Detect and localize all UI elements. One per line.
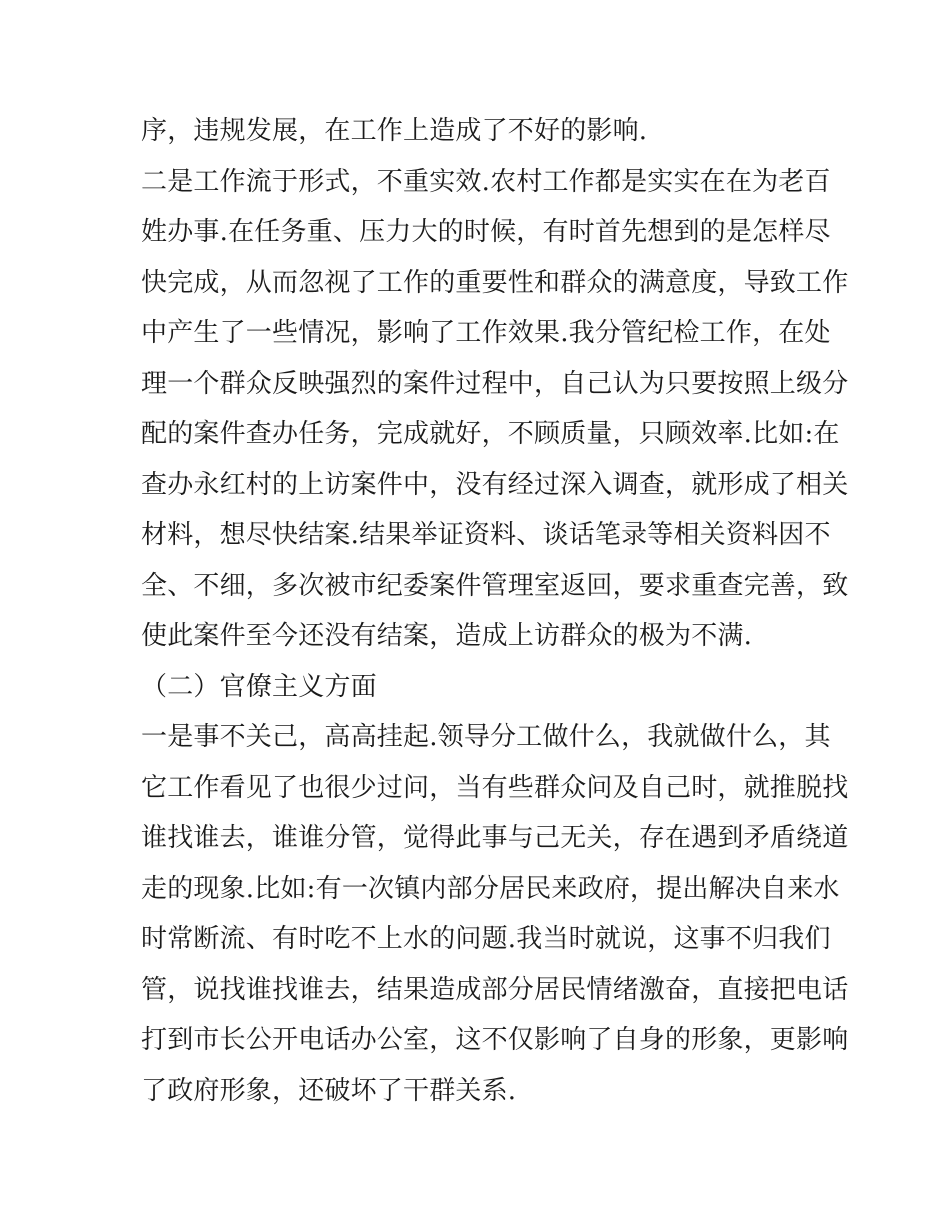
text-line: 理一个群众反映强烈的案件过程中，自己认为只要按照上级分: [141, 368, 849, 399]
text-line: 全、不细，多次被市纪委案件管理室返回，要求重查完善，致: [141, 570, 849, 601]
text-line: 走的现象.比如:有一次镇内部分居民来政府，提出解决自来水: [141, 873, 840, 904]
text-line: 了政府形象，还破坏了干群关系.: [141, 1075, 517, 1106]
text-line: 配的案件查办任务，完成就好，不顾质量，只顾效率.比如:在: [141, 419, 840, 449]
text-line: 它工作看见了也很少过问，当有些群众问及自己时，就推脱找: [141, 772, 849, 803]
text-line: 材料，想尽快结案.结果举证资料、谈话笔录等相关资料因不: [141, 520, 831, 550]
text-line: 打到市长公开电话办公室，这不仅影响了自身的形象，更影响: [141, 1025, 849, 1055]
text-line: 使此案件至今还没有结案，造成上访群众的极为不满.: [141, 621, 753, 651]
text-line: 谁找谁去，谁谁分管，觉得此事与己无关，存在遇到矛盾绕道: [141, 823, 849, 853]
text-line: 中产生了一些情况，影响了工作效果.我分管纪检工作，在处: [141, 318, 831, 348]
text-line: 快完成，从而忽视了工作的重要性和群众的满意度，导致工作: [141, 267, 849, 298]
text-line: 序，违规发展，在工作上造成了不好的影响.: [141, 116, 648, 146]
text-line: 姓办事.在任务重、压力大的时候，有时首先想到的是怎样尽: [141, 217, 831, 247]
text-line: 时常断流、有时吃不上水的问题.我当时就说，这事不归我们: [141, 924, 831, 954]
body-text: [141, 106, 849, 1116]
text-line: 二是工作流于形式，不重实效.农村工作都是实实在在为老百: [141, 166, 831, 197]
text-line: 查办永红村的上访案件中，没有经过深入调查，就形成了相关: [141, 469, 849, 500]
text-line: 一是事不关己，高高挂起.领导分工做什么，我就做什么，其: [141, 722, 831, 752]
section-heading: （二）官僚主义方面: [141, 671, 377, 702]
text-line: 管，说找谁找谁去，结果造成部分居民情绪激奋，直接把电话: [141, 974, 849, 1005]
